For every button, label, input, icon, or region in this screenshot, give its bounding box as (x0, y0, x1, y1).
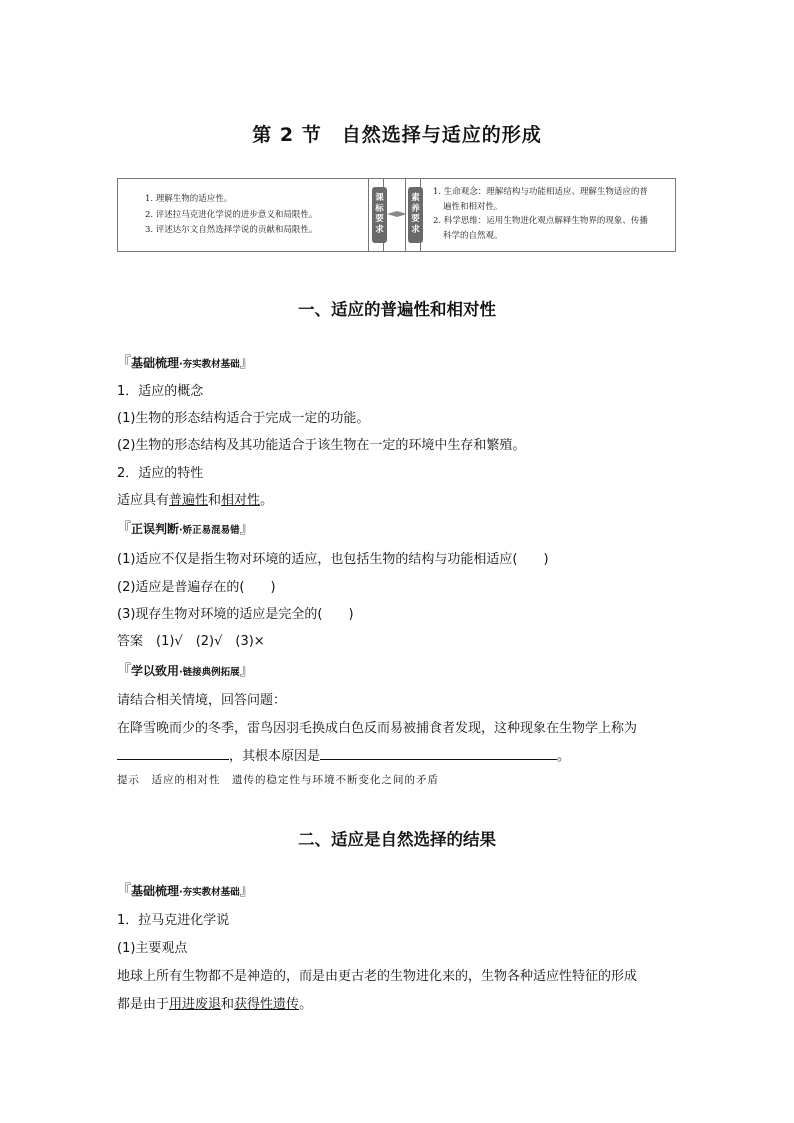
section-tag: 『基础梳理·夯实教材基础』 (117, 883, 254, 899)
text-span: 都是由于 (117, 997, 170, 1012)
tag-sub: ·夯实教材基础 (179, 359, 240, 370)
paragraph-line (117, 993, 312, 1012)
course-standard-item: 2. 评述拉马克进化学说的进步意义和局限性。 (145, 209, 318, 220)
page-title: 第 2 节 自然选择与适应的形成 (252, 124, 542, 146)
hint-line: 提示 适应的相对性 遗传的稳定性与环境不断变化之间的矛盾 (117, 774, 439, 786)
section-tag: 『基础梳理·夯实教材基础』 (117, 355, 254, 371)
text-span: 适应具有 (117, 493, 170, 508)
literacy-item-line: 遍性和相对性。 (443, 201, 503, 212)
item-title: 1．适应的概念 (117, 384, 204, 399)
course-standard-tag-text: 课标要求 (375, 193, 384, 235)
text-span: 。 (557, 749, 571, 764)
section-heading: 二、适应是自然选择的结果 (298, 830, 496, 849)
item-text (117, 489, 273, 508)
tag-main: 正误判断 (131, 522, 180, 536)
question-text: 在降雪晚而少的冬季，雷鸟因羽毛换成白色反而易被捕食者发现，这种现象在生物学上称为 (117, 721, 638, 736)
text-span: ，其根本原因是 (229, 749, 321, 764)
text-span: 。 (260, 493, 274, 508)
answer-blank[interactable] (320, 746, 557, 760)
tag-sub: ·夯实教材基础 (179, 887, 240, 898)
connector-diamond-icon (387, 211, 407, 217)
underlined-answer: 普遍性 (169, 493, 209, 508)
literacy-tag-text: 素养要求 (411, 193, 420, 235)
tag-main: 基础梳理 (131, 356, 180, 370)
tag-main: 学以致用 (131, 664, 180, 678)
course-standard-item: 3. 评述达尔文自然选择学说的贡献和局限性。 (145, 225, 318, 235)
underlined-answer: 获得性遗传 (234, 997, 300, 1012)
item-text: (1)主要观点 (117, 941, 188, 956)
literacy-list (433, 185, 673, 243)
underlined-answer: 相对性 (221, 493, 261, 508)
literacy-item-line: 2. 科学思维：运用生物进化观点解释生物界的现象、传播 (433, 216, 648, 226)
course-standard-list (145, 192, 317, 239)
literacy-tag (408, 187, 423, 243)
section-tag: 『学以致用·链接典例拓展』 (117, 663, 254, 679)
literacy-item-line: 1. 生命观念：理解结构与功能相适应、理解生物适应的普 (433, 187, 648, 197)
section-heading: 一、适应的普遍性和相对性 (298, 300, 496, 319)
answer-line: 答案 (1)√ (2)√ (3)× (117, 634, 265, 649)
judge-item: (1)适应不仅是指生物对环境的适应，也包括生物的结构与功能相适应( ) (117, 552, 549, 567)
judge-item: (3)现存生物对环境的适应是完全的( ) (117, 607, 354, 622)
underlined-answer: 用进废退 (169, 997, 222, 1012)
item-title: 1．拉马克进化学说 (117, 913, 230, 928)
question-blanks (117, 745, 570, 764)
literacy-item-line: 科学的自然观。 (443, 230, 503, 241)
section-tag: 『正误判断·矫正易混易错』 (117, 521, 254, 537)
item-title: 2．适应的特性 (117, 466, 204, 481)
course-standard-item: 1. 理解生物的适应性。 (145, 194, 233, 204)
tag-main: 基础梳理 (131, 884, 180, 898)
item-text: (2)生物的形态结构及其功能适合于该生物在一定的环境中生存和繁殖。 (117, 438, 526, 453)
question-intro: 请结合相关情境，回答问题： (117, 693, 287, 708)
paragraph-line: 地球上所有生物都不是神造的，而是由更古老的生物进化来的，生物各种适应性特征的形成 (117, 969, 638, 984)
tag-sub: ·矫正易混易错 (179, 525, 240, 536)
answer-blank[interactable] (117, 746, 229, 760)
course-standard-tag (372, 187, 387, 243)
tag-sub: ·链接典例拓展 (179, 667, 240, 678)
judge-item: (2)适应是普遍存在的( ) (117, 580, 276, 595)
text-span: 。 (299, 997, 313, 1012)
text-span: 和 (221, 997, 235, 1012)
text-span: 和 (208, 493, 222, 508)
item-text: (1)生物的形态结构适合于完成一定的功能。 (117, 411, 370, 426)
